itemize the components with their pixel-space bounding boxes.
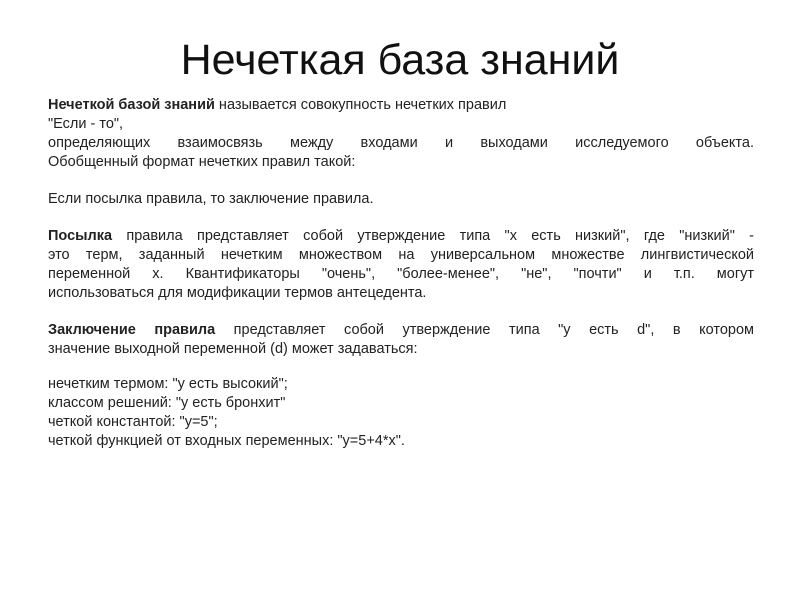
conclusion-line-1 — [48, 321, 754, 340]
list-item: классом решений: "y есть бронхит" — [48, 395, 286, 411]
premise-text: правила представляет собой утверждение типа "x есть низкий", где "низкий" - — [112, 228, 754, 244]
conclusion-text: представляет собой утверждение типа "y есть d", в котором — [215, 322, 754, 338]
definition-line-2: "Если - то", — [48, 116, 124, 132]
rule-format-line: Если посылка правила, то заключение правила. — [48, 191, 374, 207]
list-item: четкой функцией от входных переменных: "y=5+4*x". — [48, 433, 405, 449]
definition-text: называется совокупность нечетких правил — [214, 97, 507, 113]
premise-line-2: это терм, заданный нечетким множеством на универсальном множестве лингвистической — [48, 247, 754, 263]
definition-line-1 — [48, 96, 754, 115]
definition-line-4: Обобщенный формат нечетких правил такой: — [48, 154, 356, 170]
conclusion-term: Заключение правила — [48, 322, 216, 338]
conclusion-line-2: значение выходной переменной (d) может задаваться: — [48, 341, 418, 357]
definition-term: Нечеткой базой знаний — [48, 97, 215, 113]
slide-title: Нечеткая база знаний — [180, 36, 620, 84]
definition-line-3: определяющих взаимосвязь между входами и выходами исследуемого объекта. — [48, 135, 754, 151]
premise-line-4: использоваться для модификации термов антецедента. — [48, 285, 427, 301]
list-item: четкой константой: "y=5"; — [48, 414, 218, 430]
definition-paragraph — [48, 96, 754, 451]
premise-line-1 — [48, 227, 754, 246]
premise-term: Посылка — [48, 228, 113, 244]
premise-line-3: переменной x. Квантификаторы "очень", "более-менее", "не", "почти" и т.п. могут — [48, 266, 754, 282]
list-item: нечетким термом: "y есть высокий"; — [48, 376, 288, 392]
